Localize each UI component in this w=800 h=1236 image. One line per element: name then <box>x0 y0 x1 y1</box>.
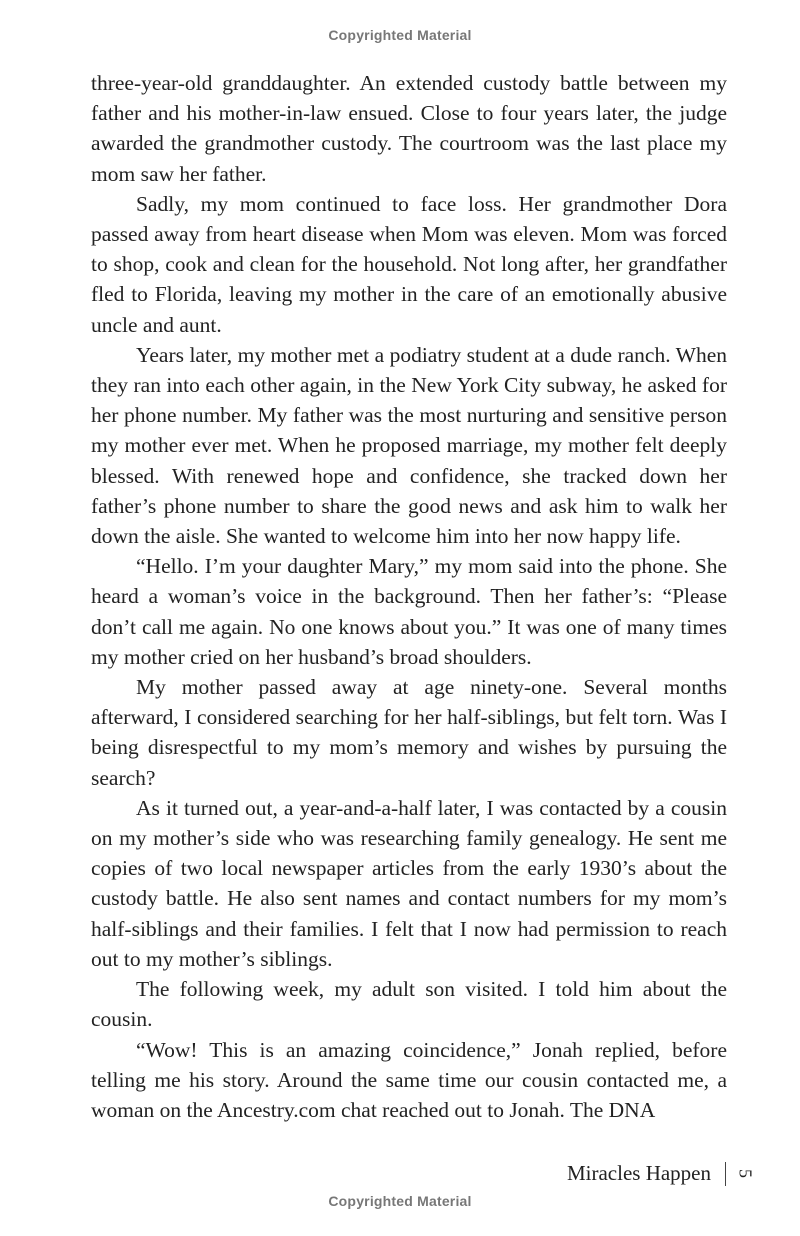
copyright-watermark-top: Copyrighted Material <box>328 27 472 43</box>
paragraph-3: Years later, my mother met a podiatry student at a dude ranch. When they ran into each other again, in the New York City subway, he asked for her phone number. My father was the most nurturing and sensitive person my mother ever met. When he proposed marriage, my mother felt deeply blessed. With renewed hope and confidence, she tracked down her father’s phone number to share the good news and ask him to walk her down the aisle. She wanted to welcome him into her now happy life. <box>91 342 727 549</box>
paragraph-7: The following week, my adult son visited. I told him about the cousin. <box>91 977 727 1032</box>
paragraph-4: “Hello. I’m your daughter Mary,” my mom said into the phone. She heard a woman’s voice in the background. Then her father’s: “Please don’t call me again. No one knows about you.” It was one of many times my mother cried on her husband’s broad shoulders. <box>91 554 727 669</box>
book-title: Miracles Happen <box>566 1161 711 1185</box>
copyright-watermark-bottom: Copyrighted Material <box>328 1193 472 1209</box>
running-footer <box>566 1161 756 1186</box>
footer-divider <box>725 1162 726 1186</box>
paragraph-8: “Wow! This is an amazing coincidence,” Jonah replied, before telling me his story. Around the same time our cousin contacted me, a woman on the Ancestry.com chat reached out to Jonah. The DNA <box>91 1037 727 1122</box>
page-body <box>91 68 727 1125</box>
paragraph-2: Sadly, my mom continued to face loss. Her grandmother Dora passed away from heart disease when Mom was eleven. Mom was forced to shop, cook and clean for the household. Not long after, her grandfather fled to Florida, leaving my mother in the care of an emotionally abusive uncle and aunt. <box>91 191 727 337</box>
paragraph-5: My mother passed away at age ninety-one. Several months afterward, I considered searching for her half-siblings, but felt torn. Was I being disrespectful to my mom’s memory and wishes by pursuing the search? <box>91 675 727 790</box>
page-number: 5 <box>735 1169 756 1178</box>
paragraph-1: three-year-old granddaughter. An extended custody battle between my father and his mother-in-law ensued. Close to four years later, the judge awarded the grandmother custody. The courtroom was the last place my mom saw her father. <box>91 71 727 186</box>
paragraph-6: As it turned out, a year-and-a-half later, I was contacted by a cousin on my mother’s side who was researching family genealogy. He sent me copies of two local newspaper articles from the early 1930’s about the custody battle. He also sent names and contact numbers for my mom’s half-siblings and their families. I felt that I now had permission to reach out to my mother’s siblings. <box>91 795 727 971</box>
